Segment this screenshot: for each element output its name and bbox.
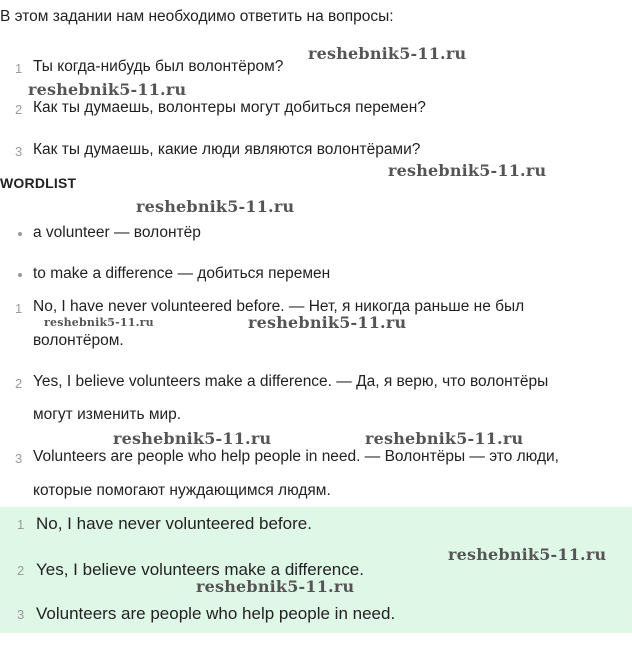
translation-line: могут изменить мир. bbox=[33, 406, 182, 423]
answer-item: No, I have never volunteered before. bbox=[36, 514, 312, 533]
translation-number: 2 bbox=[15, 376, 23, 391]
wordlist-item: a volunteer — волонтёр bbox=[33, 224, 201, 241]
answer-item: Yes, I believe volunteers make a difference. bbox=[36, 560, 364, 579]
question-number: 3 bbox=[15, 144, 23, 159]
watermark: reshebnik5-11.ru bbox=[248, 313, 407, 332]
question-item: Ты когда-нибудь был волонтёром? bbox=[33, 58, 284, 75]
answer-number: 3 bbox=[17, 607, 25, 622]
translation-line: No, I have never volunteered before. — Нет, я никогда раньше не был bbox=[33, 298, 525, 315]
watermark: reshebnik5-11.ru bbox=[136, 197, 295, 216]
translation-line: которые помогают нуждающимся людям. bbox=[33, 482, 331, 499]
intro-text: В этом задании нам необходимо ответить на вопросы: bbox=[0, 8, 394, 25]
answer-item: Volunteers are people who help people in need. bbox=[36, 604, 396, 623]
watermark: reshebnik5-11.ru bbox=[448, 545, 607, 564]
bullet-icon bbox=[18, 232, 22, 236]
watermark: reshebnik5-11.ru bbox=[196, 577, 355, 596]
question-number: 2 bbox=[15, 102, 23, 117]
translation-line: волонтёром. bbox=[33, 332, 124, 349]
wordlist-heading: WORDLIST bbox=[0, 175, 77, 191]
watermark: reshebnik5-11.ru bbox=[388, 161, 547, 180]
watermark: reshebnik5-11.ru bbox=[44, 316, 154, 329]
question-item: Как ты думаешь, волонтеры могут добиться перемен? bbox=[33, 99, 426, 116]
wordlist-item: to make a difference — добиться перемен bbox=[33, 265, 331, 282]
bullet-icon bbox=[18, 273, 22, 277]
watermark: reshebnik5-11.ru bbox=[28, 80, 187, 99]
translation-line: Yes, I believe volunteers make a difference. — Да, я верю, что волонтёры bbox=[33, 373, 549, 390]
answer-number: 1 bbox=[17, 517, 25, 532]
question-item: Как ты думаешь, какие люди являются волонтёрами? bbox=[33, 141, 421, 158]
translation-line: Volunteers are people who help people in need. — Волонтёры — это люди, bbox=[33, 448, 559, 465]
translation-number: 3 bbox=[15, 451, 23, 466]
translation-number: 1 bbox=[15, 301, 23, 316]
answer-number: 2 bbox=[17, 563, 25, 578]
watermark: reshebnik5-11.ru bbox=[308, 44, 467, 63]
watermark: reshebnik5-11.ru bbox=[365, 429, 524, 448]
question-number: 1 bbox=[15, 61, 23, 76]
watermark: reshebnik5-11.ru bbox=[113, 429, 272, 448]
